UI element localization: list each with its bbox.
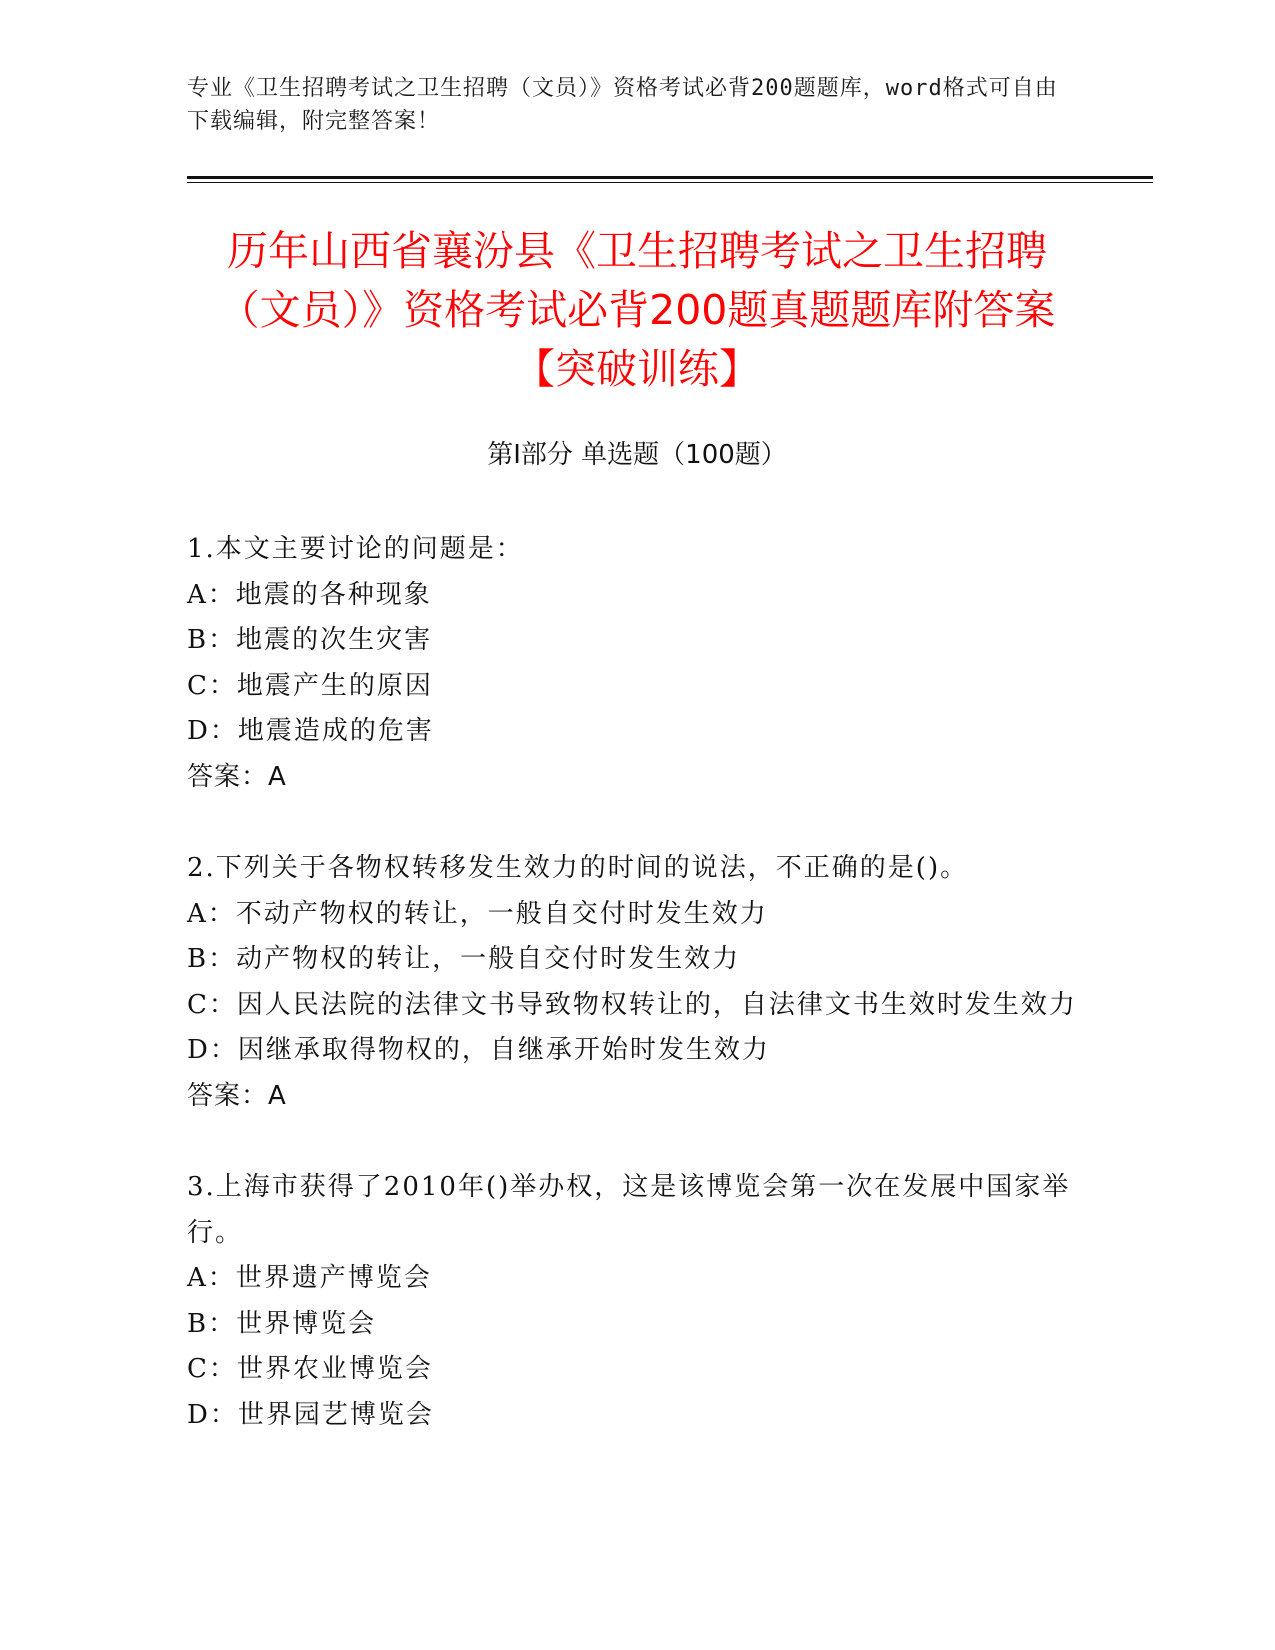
header-note: 专业《卫生招聘考试之卫生招聘（文员）》资格考试必背200题题库，word格式可自由下载编辑，附完整答案！ <box>187 76 1058 134</box>
question-stem: 1.本文主要讨论的问题是： <box>187 534 524 564</box>
question-list <box>187 527 1087 1484</box>
option-c: C：世界农业博览会 <box>187 1354 433 1384</box>
option-d: D：因继承取得物权的，自继承开始时发生效力 <box>187 1035 770 1065</box>
section-title: 第Ⅰ部分 单选题（100题） <box>487 440 787 470</box>
option-a: A：地震的各种现象 <box>187 579 432 610</box>
header-rule-thick <box>187 176 1153 179</box>
question-3 <box>187 1165 1087 1438</box>
question-2 <box>187 846 1087 1119</box>
header-rule-thin <box>187 182 1153 183</box>
option-c: C：因人民法院的法律文书导致物权转让的，自法律文书生效时发生效力 <box>187 989 1077 1020</box>
option-b: B：世界博览会 <box>187 1308 377 1339</box>
option-b: B：地震的次生灾害 <box>187 625 433 655</box>
document-title: 历年山西省襄汾县《卫生招聘考试之卫生招聘（文员）》资格考试必背200题真题题库附答案【突破训练】 <box>218 227 1056 393</box>
answer: 答案：A <box>187 761 287 792</box>
option-a: A：世界遗产博览会 <box>187 1263 432 1293</box>
question-stem: 2.下列关于各物权转移发生效力的时间的说法，不正确的是()。 <box>187 853 969 883</box>
option-d: D：世界园艺博览会 <box>187 1399 434 1430</box>
answer: 答案：A <box>187 1080 287 1111</box>
question-stem: 3.上海市获得了2010年()举办权，这是该博览会第一次在发展中国家举行。 <box>187 1172 1071 1248</box>
option-c: C：地震产生的原因 <box>187 670 433 701</box>
question-1 <box>187 527 1087 800</box>
option-d: D：地震造成的危害 <box>187 716 434 746</box>
option-a: A：不动产物权的转让，一般自交付时发生效力 <box>187 898 768 929</box>
option-b: B：动产物权的转让，一般自交付时发生效力 <box>187 944 741 974</box>
